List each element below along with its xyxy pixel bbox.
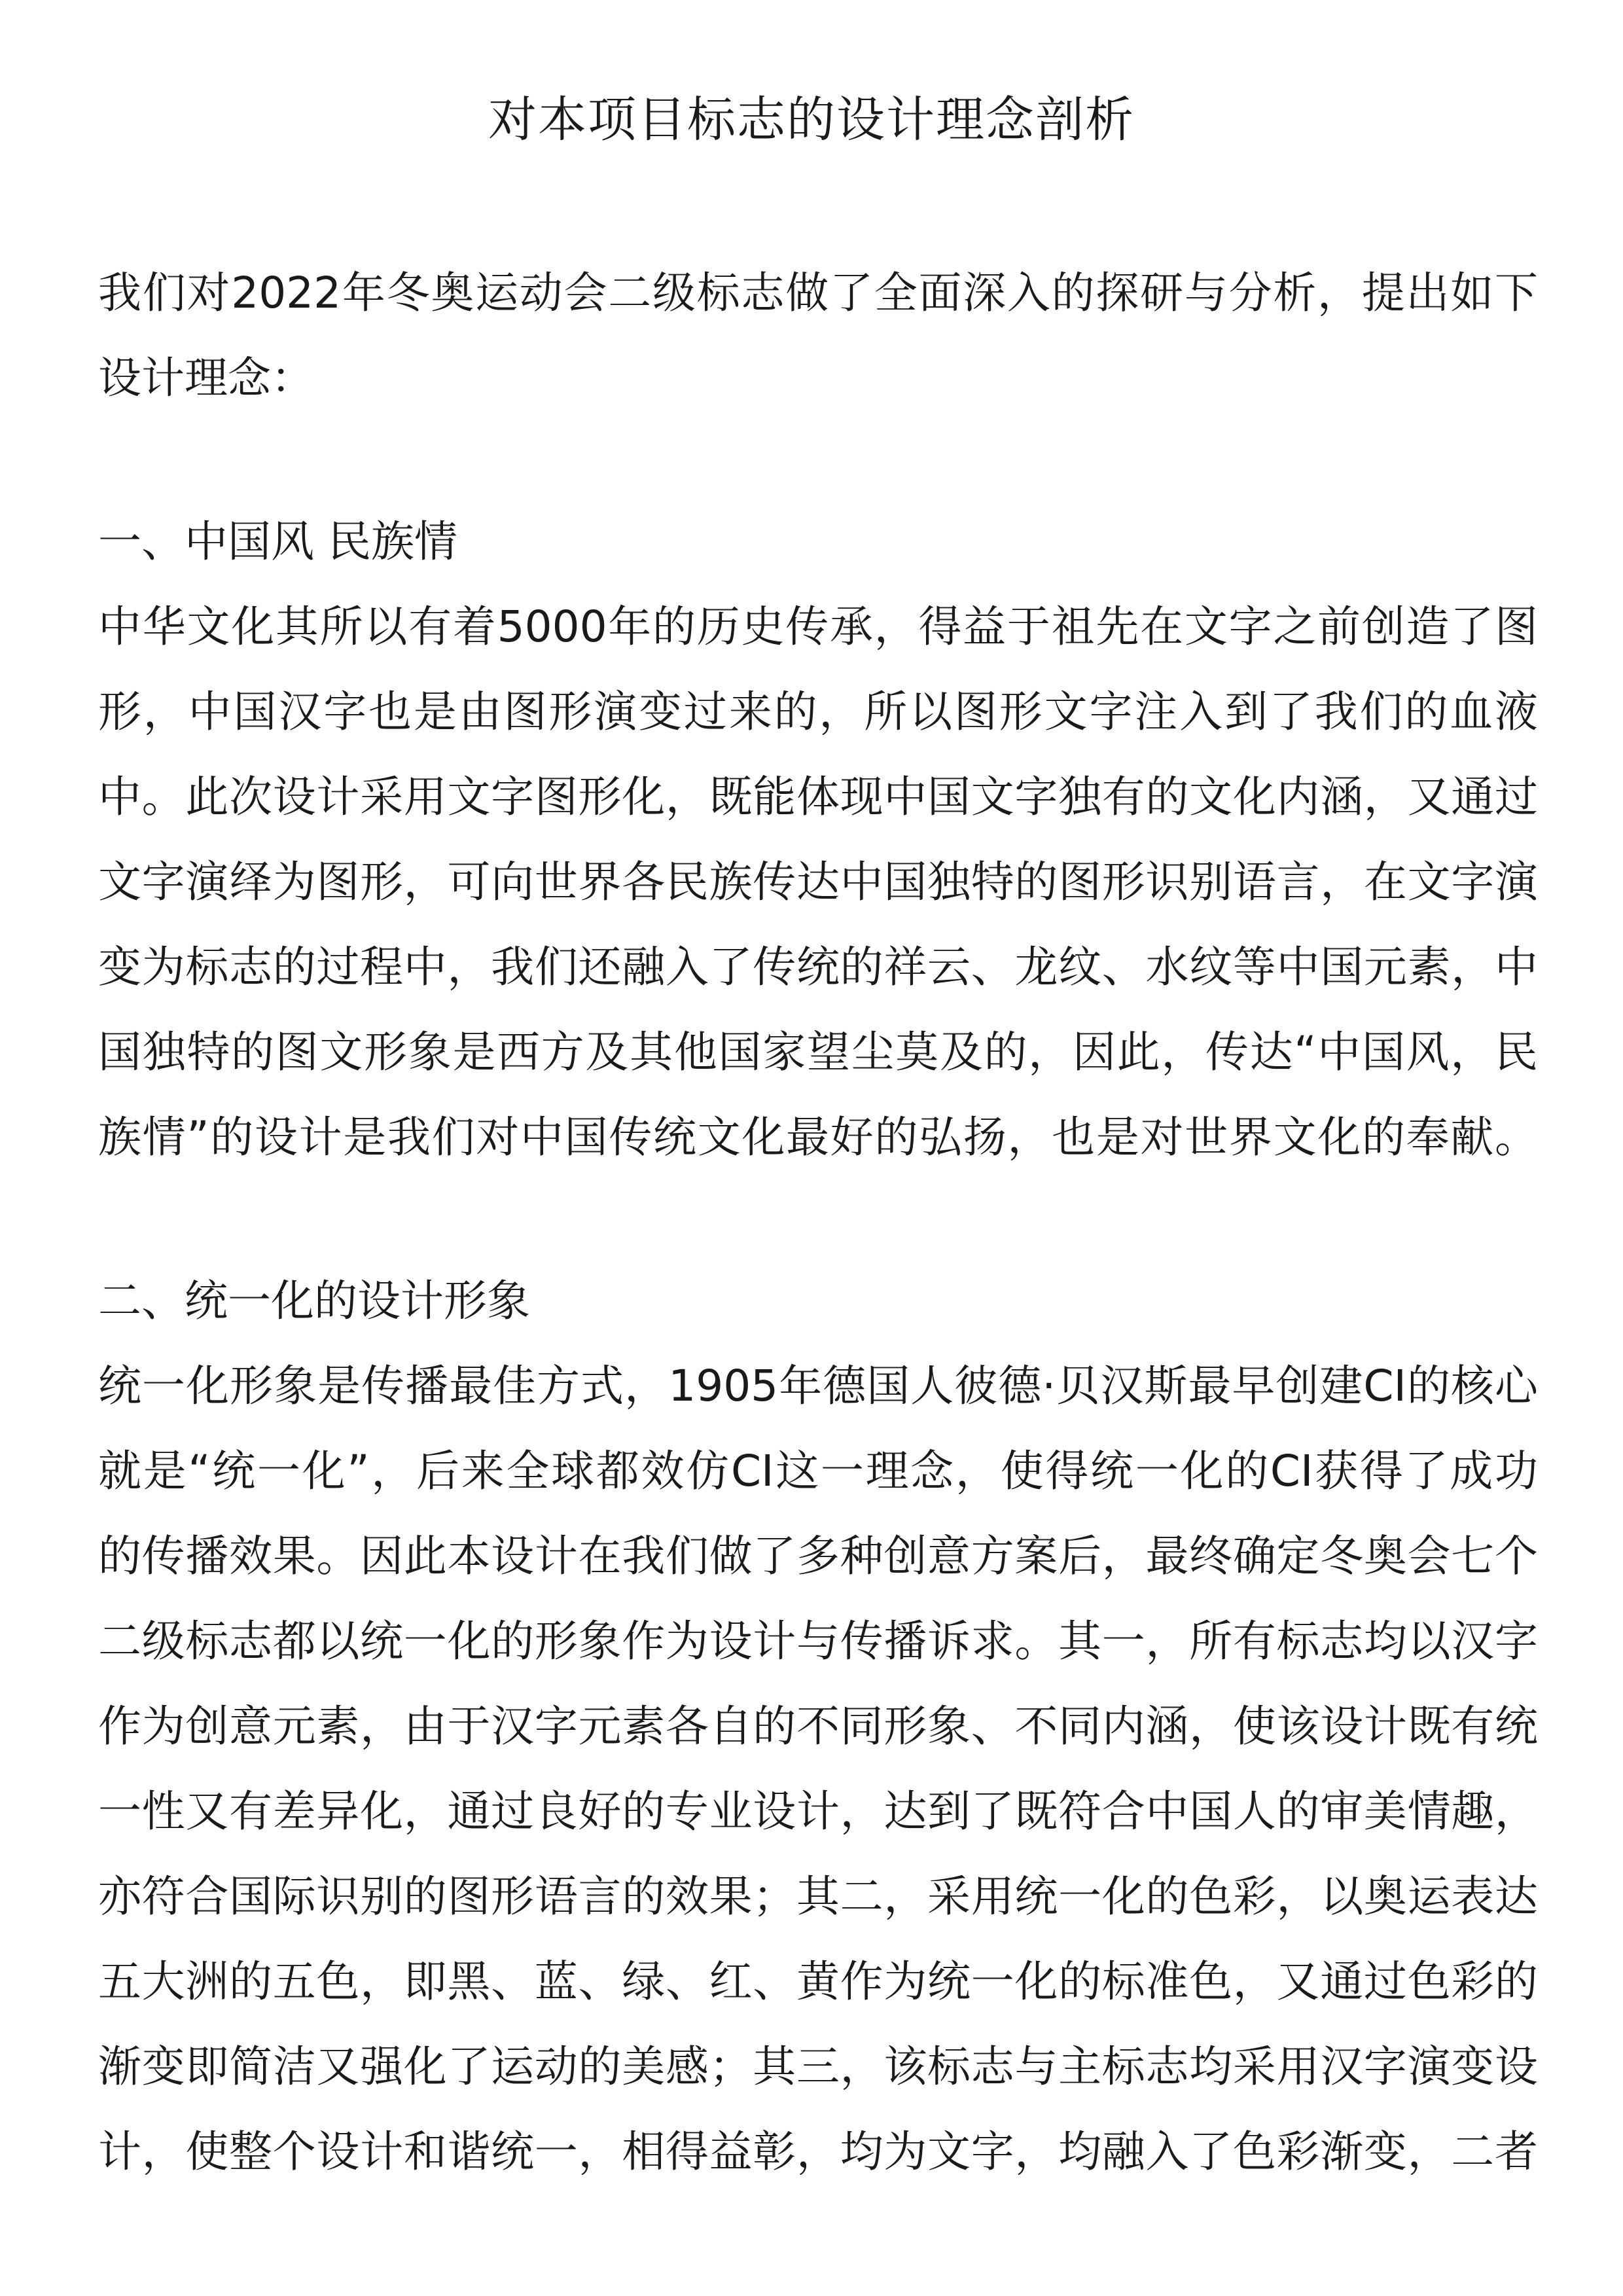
section2-heading: 二、统一化的设计形象 <box>98 1276 530 1326</box>
section1-line-5: 变为标志的过程中，我们还融入了传统的祥云、龙纹、水纹等中国元素，中 <box>98 942 1538 992</box>
section2-line-8: 五大洲的五色，即黑、蓝、绿、红、黄作为统一化的标准色，又通过色彩的 <box>98 1956 1538 2007</box>
section2-line-3: 的传播效果。因此本设计在我们做了多种创意方案后，最终确定冬奥会七个 <box>98 1531 1538 1581</box>
section2-line-6: 一性又有差异化，通过良好的专业设计，达到了既符合中国人的审美情趣， <box>98 1786 1538 1837</box>
section1-line-2: 形，中国汉字也是由图形演变过来的，所以图形文字注入到了我们的血液 <box>98 687 1538 737</box>
section1-line-1: 中华文化其所以有着5000年的历史传承，得益于祖先在文字之前创造了图 <box>98 601 1538 652</box>
section1-line-7: 族情”的设计是我们对中国传统文化最好的弘扬，也是对世界文化的奉献。 <box>98 1112 1538 1162</box>
section1-line-4: 文字演绎为图形，可向世界各民族传达中国独特的图形识别语言，在文字演 <box>98 857 1538 907</box>
intro-line-1: 我们对2022年冬奥运动会二级标志做了全面深入的探研与分析，提出如下 <box>98 268 1538 318</box>
section1-heading: 一、中国风 民族情 <box>98 516 457 567</box>
section2-line-9: 渐变即简洁又强化了运动的美感；其三，该标志与主标志均采用汉字演变设 <box>98 2041 1538 2092</box>
document-title: 对本项目标志的设计理念剖析 <box>488 92 1135 148</box>
intro-line-2: 设计理念： <box>98 353 314 403</box>
section1-line-6: 国独特的图文形象是西方及其他国家望尘莫及的，因此，传达“中国风，民 <box>98 1027 1538 1077</box>
section2-line-10: 计，使整个设计和谐统一，相得益彰，均为文字，均融入了色彩渐变，二者 <box>98 2126 1538 2177</box>
section2-line-5: 作为创意元素，由于汉字元素各自的不同形象、不同内涵，使该设计既有统 <box>98 1701 1538 1751</box>
section2-line-4: 二级标志都以统一化的形象作为设计与传播诉求。其一，所有标志均以汉字 <box>98 1616 1538 1666</box>
section2-line-2: 就是“统一化”，后来全球都效仿CI这一理念，使得统一化的CI获得了成功 <box>98 1446 1538 1496</box>
section2-line-7: 亦符合国际识别的图形语言的效果；其二，采用统一化的色彩，以奥运表达 <box>98 1871 1538 1922</box>
section1-line-3: 中。此次设计采用文字图形化，既能体现中国文字独有的文化内涵，又通过 <box>98 772 1538 822</box>
section2-line-1: 统一化形象是传播最佳方式，1905年德国人彼德·贝汉斯最早创建CI的核心 <box>98 1361 1538 1411</box>
